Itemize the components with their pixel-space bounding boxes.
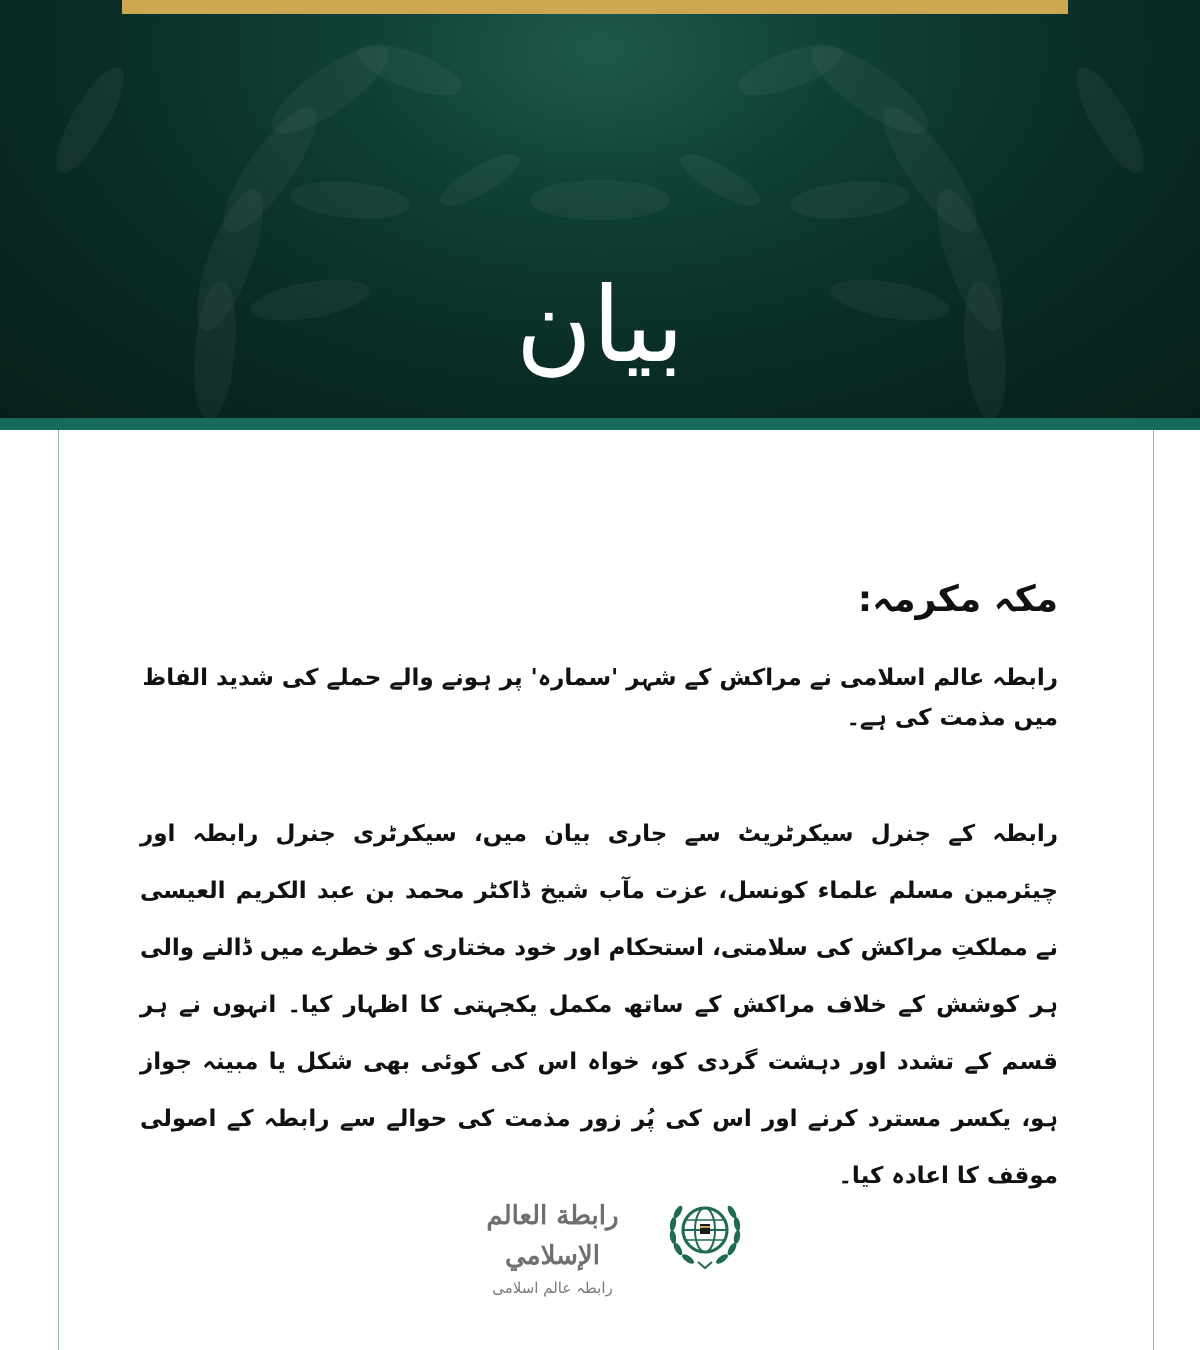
- organization-logo: [450, 1190, 750, 1297]
- logo-urdu-name: رابطہ عالم اسلامی: [492, 1279, 613, 1297]
- logo-wordmark: [450, 1196, 655, 1300]
- page-title: بیان: [515, 264, 685, 386]
- header-divider: [0, 418, 1200, 430]
- dateline: مکہ مکرمہ:: [857, 579, 1058, 620]
- globe-laurel-emblem-icon: [664, 1190, 746, 1272]
- statement-content: [140, 570, 1058, 1205]
- lead-paragraph: رابطہ عالم اسلامی نے مراکش کے شہر 'سمارہ' پر ہونے والے حملے کی شدید الفاظ میں مذمت کی ہے۔: [142, 665, 1058, 731]
- header-banner: [0, 0, 1200, 418]
- frame-line-right: [1153, 430, 1154, 1350]
- logo-arabic-name: رابطة العالم الإسلامي: [486, 1201, 619, 1271]
- gold-top-bar: [122, 0, 1068, 14]
- frame-line-left: [58, 430, 59, 1350]
- body-paragraph: رابطہ کے جنرل سیکرٹریٹ سے جاری بیان میں، سیکرٹری جنرل رابطہ اور چیئرمین مسلم علماء کونسل، عزت مآب شیخ ڈاکٹر محمد بن عبد الکریم العیسی نے مملکتِ مراکش کی سلامتی، استحکام اور خود مختاری کو خطرے میں ڈالنے والی ہر کوشش کے خلاف مراکش کے ساتھ مکمل یکجہتی کا اظہار کیا۔ انہوں نے ہر قسم کے تشدد اور دہشت گردی کو، خواہ اس کی کوئی بھی شکل یا مبینہ جواز ہو، یکسر مسترد کرنے اور اس کی پُر زور مذمت کی حوالے سے رابطہ کے اصولی موقف کا اعادہ کیا۔: [140, 821, 1058, 1189]
